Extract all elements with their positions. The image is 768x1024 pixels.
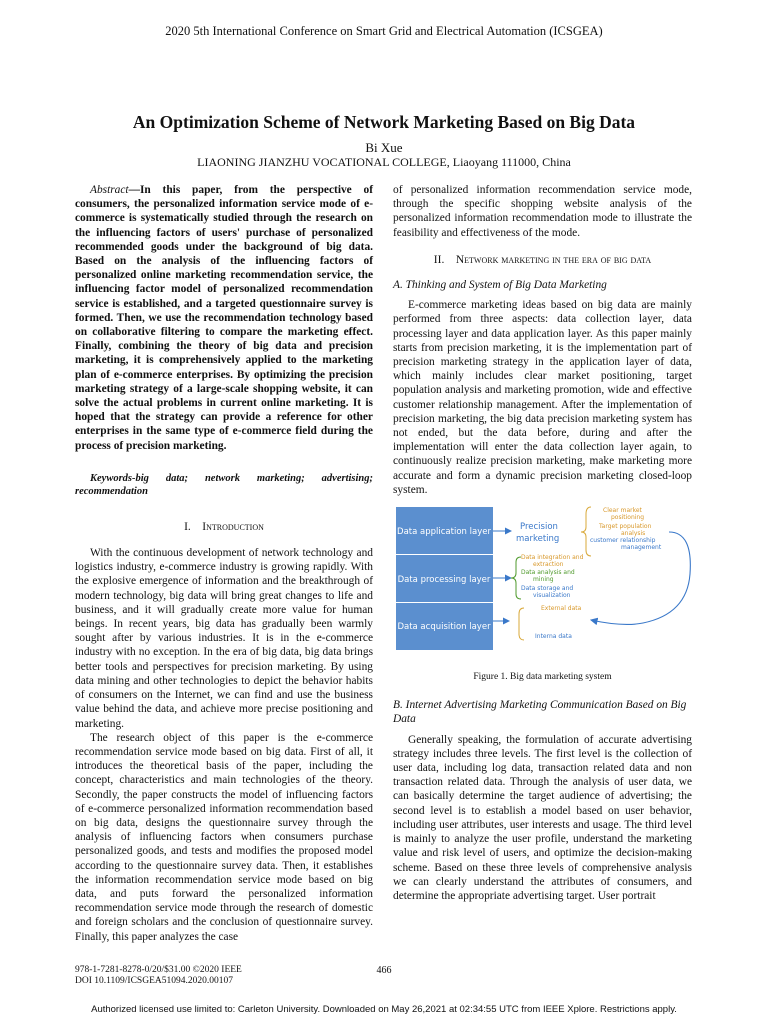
proc-item-2b: mining [533, 576, 554, 584]
page-number: 466 [376, 965, 392, 976]
acq-item-internal: Interna data [535, 633, 572, 641]
big-data-marketing-diagram [393, 504, 692, 662]
right-paragraph-continued: of personalized information recommendation service mode, through the specific shopping website analysis of the personalized information recommendation mode to illustrate the feasibility and effectiveness of the mode. [393, 184, 692, 239]
proc-item-2a: Data analysis and [521, 569, 575, 577]
subsection-b-paragraph: Generally speaking, the formulation of accurate advertising strategy includes three levels. The first level is the collection of user data, including log data, transaction related data and non transaction related data. Through the analysis of user data, we can basically determine the target audience of advertising; the second level is to establish a model based on user behavior, including user attributes, user interests and usage. The third level is mainly to analyze the user profile, understand the marketing value and risk level of users, and optimize the decision-making scheme. Based on these three levels of comprehensive analysis we can clearly understand the attributes of consumers, and determine the appropriate advertising target. User portrait [393, 733, 692, 902]
left-column [75, 183, 373, 944]
footer-isbn: 978-1-7281-8278-0/20/$31.00 ©2020 IEEE [75, 965, 242, 975]
intro-paragraph-1: With the continuous development of network technology and logistics industry, e-commerce industry is growing rapidly. With the explosive emergence of information and the breakthrough of modern technology, big data will bring great changes to life and business, and it will gradually create more value for human beings. In recent years, big data has gradually been warmly sought after by various industries. It is in the e-commerce industry with no exception. In the era of big data, big data brings better tools and perspectives for precision marketing. By using data mining and other technologies to depict the behavior habits of consumers on the Internet, we can find and use the business value behind the data, and achieve more precise positioning and marketing. [75, 547, 373, 730]
abstract [75, 183, 373, 453]
section-1-heading: I. Introduction [184, 520, 264, 533]
acq-item-external: External data [541, 605, 582, 613]
section-2-heading: II. Network marketing in the era of big data [433, 253, 652, 266]
proc-item-1b: extraction [533, 561, 564, 569]
layer-label-processing: Data processing layer [397, 575, 491, 586]
app-item-3b: management [621, 544, 662, 552]
abstract-text: —In this paper, from the perspective of consumers, the personalized information service mode of e-commerce is systematically studied through the research on the influencing factors of users' purchase of personalized recommended goods under the background of big data. Based on the analysis of the influencing factors of personalized online marketing recommendation service, the influencing factor model of personalized recommendation service is established, and a targeted questionnaire survey is formed. Then, we use the recommendation technology based on collaborative filtering to compare the marketing effect. Finally, combining the theory of big data and precision marketing, it is comprehensively applied to the marketing plan of e-commerce enterprises. By optimizing the precision marketing strategy of a large-scale shopping website, it can solve the actual problems in current online marketing. It is hoped that the strategy can provide a reference for other enterprises in the same type of e-commerce field during the process of precision marketing. [75, 184, 373, 452]
app-item-2a: Target population [599, 523, 652, 531]
author-name: Bi Xue [365, 140, 403, 155]
subsection-b-heading: B. Internet Advertising Marketing Communication Based on Big Data [393, 699, 687, 726]
footer-doi: DOI 10.1109/ICSGEA51094.2020.00107 [75, 976, 233, 986]
abstract-label: Abstract [90, 184, 129, 196]
license-notice: Authorized licensed use limited to: Carleton University. Downloaded on May 26,2021 at 02:34:55 UTC from IEEE Xplore. Restrictions apply. [91, 1004, 677, 1015]
precision-label-1: Precision [520, 522, 558, 533]
app-item-2b: analysis [621, 530, 646, 538]
intro-paragraph-2: The research object of this paper is the e-commerce recommendation service mode based on big data. First of all, it introduces the theoretical basis of the paper, including the concept, characteristics and main technologies of the theory. Secondly, the paper constructs the model of influencing factors of e-commerce personalized information recommendation based on big data, designs the questionnaire survey through the analysis of influencing factors when consumers purchase personalized goods, and tests and modifies the proposed model according to the questionnaire survey data. Then, it establishes the information recommendation service mode based on big data, and puts forward the personalized information recommendation service mode through the research of domestic and foreign scholars and the conclusion of questionnaire survey. Finally, this paper analyzes the case [75, 731, 373, 943]
keywords: Keywords-big data; network marketing; advertising; recommendation [75, 472, 373, 497]
subsection-a-heading: A. Thinking and System of Big Data Marketing [393, 279, 607, 292]
layer-label-application: Data application layer [397, 527, 491, 538]
proc-item-3a: Data storage and [521, 585, 574, 593]
subsection-a-paragraph: E-commerce marketing ideas based on big data are mainly performed from three aspects: data collection layer, data processing layer and data application layer. As this paper mainly starts from precision marketing, it is the implementation part of precision marketing strategy in the application layer of data, which mainly includes clear market positioning, target population analysis and marketing promotion, wide and effective customer relationship management. After the implementation of precision marketing, the big data precision marketing system has not ended, but the data before, during and after the implementation will enter the data collection layer again, to continuously realize precision marketing, make marketing more accurate and form a dynamic precision marketing closed-loop system. [393, 299, 692, 496]
layer-label-acquisition: Data acquisition layer [397, 622, 491, 633]
app-item-1a: Clear market [603, 507, 642, 515]
conference-header: 2020 5th International Conference on Smart Grid and Electrical Automation (ICSGEA) [165, 24, 603, 38]
author-affiliation: LIAONING JIANZHU VOCATIONAL COLLEGE, Liaoyang 111000, China [197, 155, 571, 169]
app-item-3a: customer relationship [590, 537, 656, 545]
precision-label-2: marketing [516, 534, 560, 545]
paper-title: An Optimization Scheme of Network Marketing Based on Big Data [132, 112, 636, 132]
right-column [393, 183, 692, 903]
figure-caption: Figure 1. Big data marketing system [473, 672, 612, 683]
app-item-1b: positioning [611, 514, 645, 522]
proc-item-1a: Data integration and [521, 554, 584, 562]
proc-item-3b: visualization [533, 592, 571, 600]
